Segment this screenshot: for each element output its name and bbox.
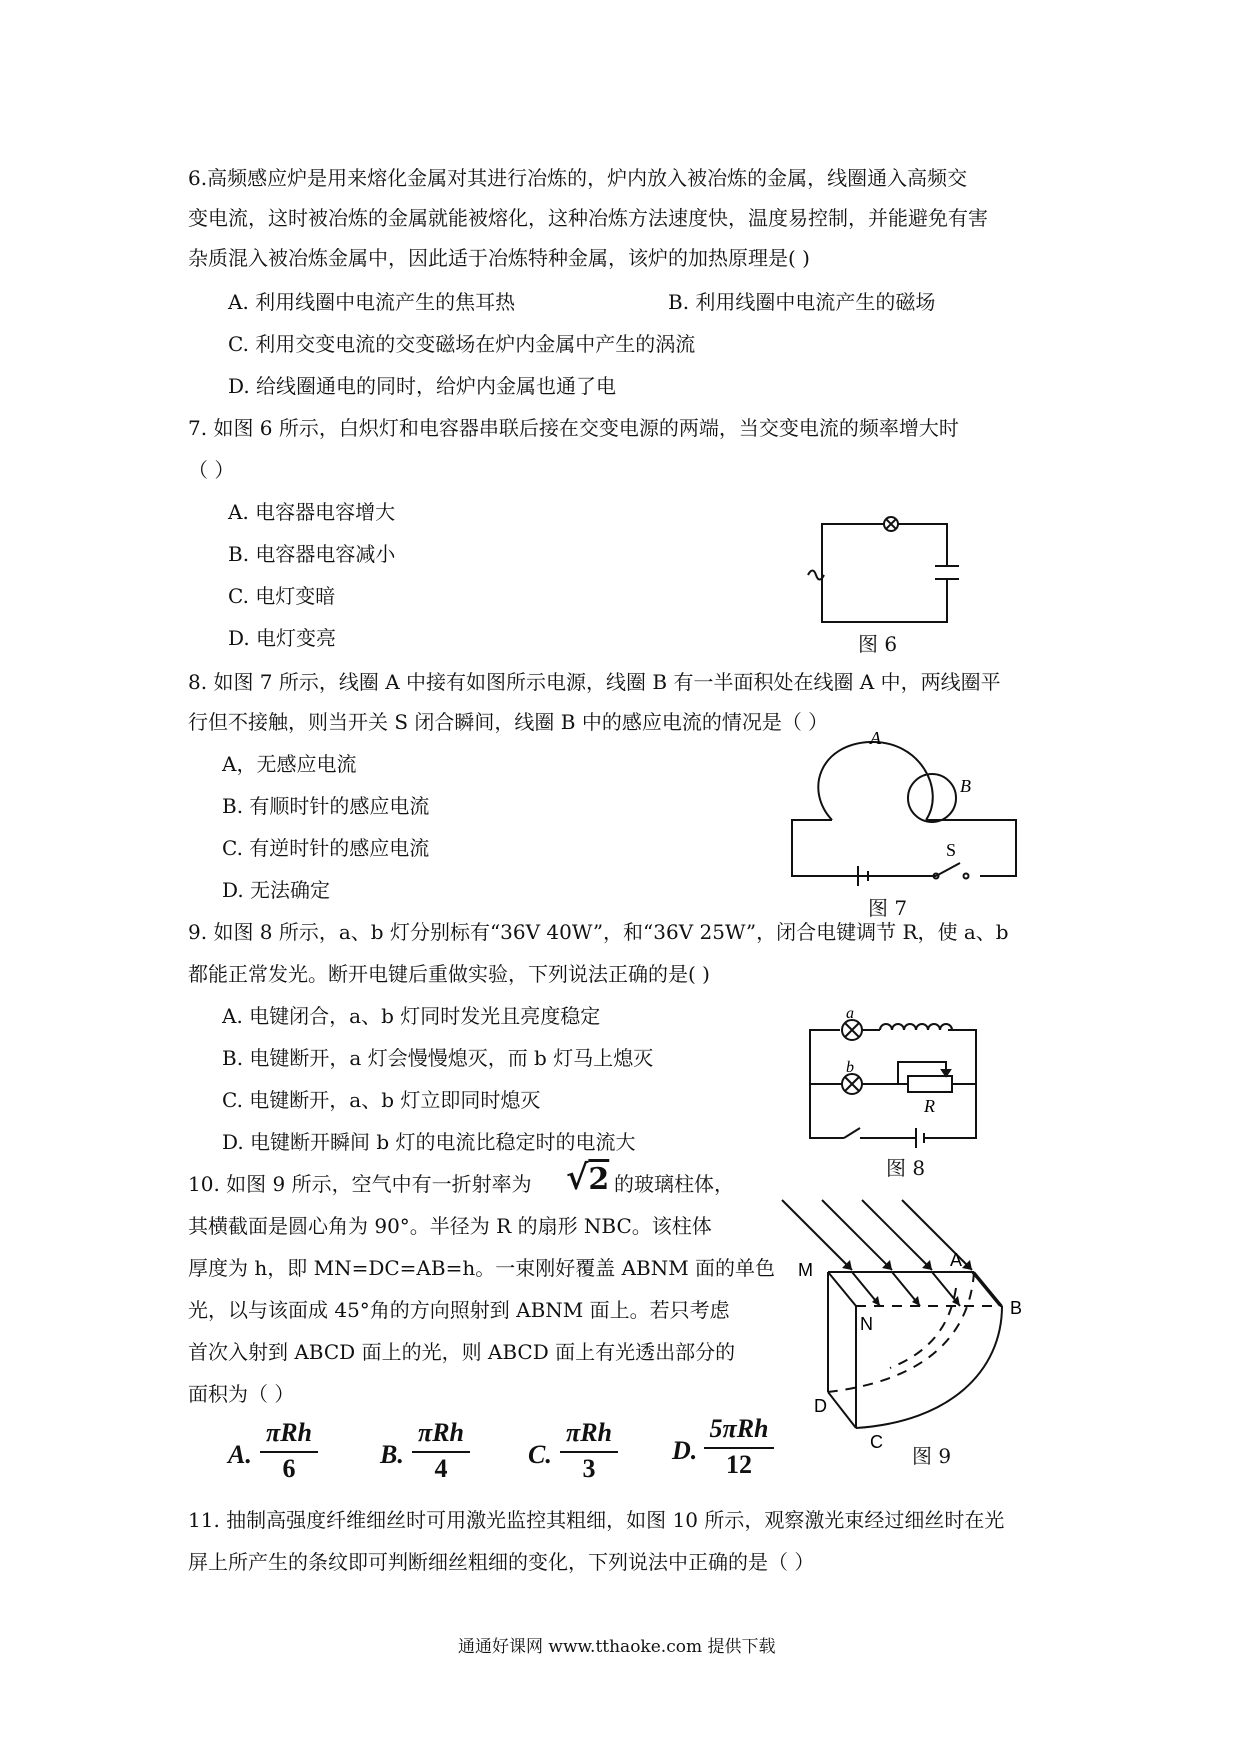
figure-7-label-a: A	[870, 730, 881, 748]
answer-d-denominator: 12	[726, 1450, 752, 1479]
figure-7-coil-circuit	[780, 730, 1020, 900]
q9-option-b: B. 电键断开，a 灯会慢慢熄灭，而 b 灯马上熄灭	[222, 1046, 654, 1070]
page-footer: 通通好课网 www.tthaoke.com 提供下载	[458, 1637, 776, 1657]
answer-d-numerator: 5πRh	[709, 1414, 769, 1443]
q6-stem-line-3: 杂质混入被冶炼金属中，因此适于冶炼特种金属，该炉的加热原理是( )	[188, 246, 810, 270]
figure-9-label-n: N	[860, 1314, 873, 1334]
figure-9-label-c: C	[870, 1432, 883, 1452]
answer-a-fraction-bar	[260, 1451, 318, 1453]
answer-c-numerator: πRh	[566, 1418, 612, 1447]
q7-option-a: A. 电容器电容增大	[228, 500, 396, 524]
q8-option-a: A，无感应电流	[222, 752, 357, 776]
figure-9-label-m: M	[798, 1260, 813, 1280]
q9-stem-line-1: 9. 如图 8 所示，a、b 灯分别标有“36V 40W”，和“36V 25W”，闭合电键调节 R，使 a、b	[188, 920, 1009, 944]
q9-option-d: D. 电键断开瞬间 b 灯的电流比稳定时的电流大	[222, 1130, 636, 1154]
answer-a-denominator: 6	[282, 1454, 296, 1483]
q11-stem-line-2: 屏上所产生的条纹即可判断细丝粗细的变化，下列说法中正确的是（ ）	[188, 1550, 815, 1574]
answer-b-numerator: πRh	[418, 1418, 464, 1447]
figure-8-label-r: R	[924, 1096, 935, 1116]
figure-9-glass-prism	[780, 1196, 1050, 1456]
figure-8-label-a: a	[846, 1010, 854, 1022]
answer-c-label: C.	[528, 1440, 552, 1469]
answer-d-label: D.	[672, 1436, 698, 1465]
q6-stem-line-1: 6.高频感应炉是用来熔化金属对其进行冶炼的，炉内放入被冶炼的金属，线圈通入高频交	[188, 166, 968, 190]
figure-9-label-b: B	[1010, 1298, 1023, 1318]
q10-stem-line-4: 光，以与该面成 45°角的方向照射到 ABNM 面上。若只考虑	[188, 1298, 730, 1322]
q10-stem-line-5: 首次入射到 ABCD 面上的光，则 ABCD 面上有光透出部分的	[188, 1340, 736, 1364]
q9-option-a: A. 电键闭合，a、b 灯同时发光且亮度稳定	[222, 1004, 601, 1028]
q8-stem-line-1: 8. 如图 7 所示，线圈 A 中接有如图所示电源，线圈 B 有一半面积处在线圈 A 中，两线圈平	[188, 670, 1001, 694]
q7-option-b: B. 电容器电容减小	[228, 542, 396, 566]
answer-c-denominator: 3	[582, 1454, 596, 1483]
q7-option-c: C. 电灯变暗	[228, 584, 336, 608]
q10-stem-line-1b: 的玻璃柱体，	[614, 1172, 734, 1196]
answer-c-fraction-bar	[560, 1451, 618, 1453]
answer-b-fraction-bar	[412, 1451, 470, 1453]
q9-option-c: C. 电键断开，a、b 灯立即同时熄灭	[222, 1088, 541, 1112]
q8-stem-line-2: 行但不接触，则当开关 S 闭合瞬间，线圈 B 中的感应电流的情况是（ ）	[188, 710, 829, 734]
figure-9-label-a: A	[950, 1250, 963, 1270]
figure-8-circuit	[800, 1010, 990, 1150]
q10-stem-line-6: 面积为（ ）	[188, 1382, 295, 1406]
q7-option-d: D. 电灯变亮	[228, 626, 337, 650]
figure-7-label-b: B	[960, 776, 971, 796]
q6-option-c: C. 利用交变电流的交变磁场在炉内金属中产生的涡流	[228, 332, 696, 356]
answer-b-denominator: 4	[434, 1454, 448, 1483]
figure-8-caption: 图 8	[886, 1156, 926, 1180]
q6-option-a: A. 利用线圈中电流产生的焦耳热	[228, 290, 516, 314]
q8-option-d: D. 无法确定	[222, 878, 331, 902]
q6-option-b: B. 利用线圈中电流产生的磁场	[668, 290, 936, 314]
answer-b-label: B.	[380, 1440, 404, 1469]
sqrt-two: √2	[566, 1158, 610, 1198]
answer-a-label: A.	[228, 1440, 252, 1469]
q7-stem-line-2: （ ）	[188, 458, 235, 482]
answer-a-numerator: πRh	[266, 1418, 312, 1447]
figure-6-caption: 图 6	[858, 632, 898, 656]
figure-7-caption: 图 7	[868, 896, 908, 920]
q9-stem-line-2: 都能正常发光。断开电键后重做实验，下列说法正确的是( )	[188, 962, 710, 986]
q6-stem-line-2: 变电流，这时被冶炼的金属就能被熔化，这种冶炼方法速度快，温度易控制，并能避免有害	[188, 206, 988, 230]
figure-7-label-s: S	[946, 840, 957, 860]
q11-stem-line-1: 11. 抽制高强度纤维细丝时可用激光监控其粗细，如图 10 所示，观察激光束经过细丝时在光	[188, 1508, 1005, 1532]
figure-9-label-d: D	[814, 1396, 827, 1416]
figure-6-circuit	[800, 505, 975, 627]
figure-9-caption: 图 9	[912, 1444, 952, 1468]
figure-8-label-b: b	[846, 1059, 854, 1076]
q7-stem-line-1: 7. 如图 6 所示，白炽灯和电容器串联后接在交变电源的两端，当交变电流的频率增大时	[188, 416, 959, 440]
q6-option-d: D. 给线圈通电的同时，给炉内金属也通了电	[228, 374, 617, 398]
sqrt-value: 2	[588, 1162, 610, 1197]
q8-option-b: B. 有顺时针的感应电流	[222, 794, 430, 818]
q10-stem-line-2: 其横截面是圆心角为 90°。半径为 R 的扇形 NBC。该柱体	[188, 1214, 712, 1238]
q8-option-c: C. 有逆时针的感应电流	[222, 836, 430, 860]
q10-stem-line-3: 厚度为 h，即 MN=DC=AB=h。一束刚好覆盖 ABNM 面的单色	[188, 1256, 776, 1280]
q10-stem-line-1a: 10. 如图 9 所示，空气中有一折射率为	[188, 1172, 532, 1196]
answer-d-fraction-bar	[704, 1447, 774, 1449]
